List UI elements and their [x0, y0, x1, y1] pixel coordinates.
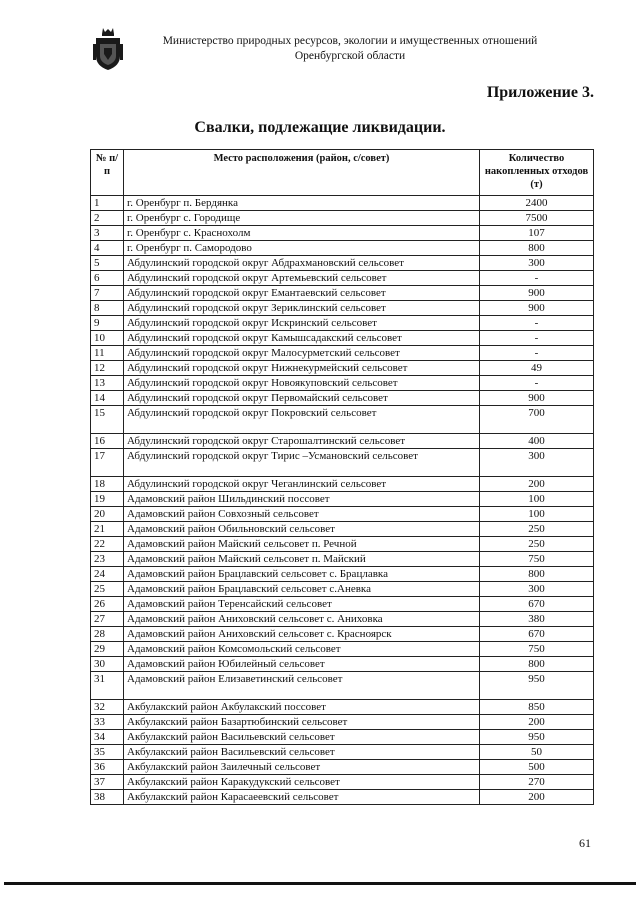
row-quantity: 750	[480, 642, 594, 657]
row-location: Акбулакский район Карасаеевский сельсовет	[124, 790, 480, 805]
row-location: Абдулинский городской округ Чеганлинский сельсовет	[124, 477, 480, 492]
row-number: 32	[91, 700, 124, 715]
row-quantity: -	[480, 331, 594, 346]
table-row	[91, 700, 594, 715]
row-number: 14	[91, 391, 124, 406]
row-quantity: 950	[480, 730, 594, 745]
row-quantity: 700	[480, 406, 594, 434]
row-location: Акбулакский район Базартюбинский сельсовет	[124, 715, 480, 730]
row-number: 9	[91, 316, 124, 331]
table-row	[91, 256, 594, 271]
row-location: Адамовский район Комсомольский сельсовет	[124, 642, 480, 657]
row-location: Адамовский район Аниховский сельсовет с. Красноярск	[124, 627, 480, 642]
row-location: Акбулакский район Васильевский сельсовет	[124, 745, 480, 760]
row-location: Абдулинский городской округ Артемьевский сельсовет	[124, 271, 480, 286]
row-location: г. Оренбург с. Городище	[124, 211, 480, 226]
column-header-location: Место расположения (район, с/совет)	[124, 150, 480, 196]
row-location: Абдулинский городской округ Абдрахмановский сельсовет	[124, 256, 480, 271]
table-row	[91, 211, 594, 226]
row-location: Акбулакский район Каракудукский сельсовет	[124, 775, 480, 790]
row-quantity: 100	[480, 492, 594, 507]
row-quantity: 100	[480, 507, 594, 522]
table-row	[91, 745, 594, 760]
row-location: Адамовский район Шильдинский поссовет	[124, 492, 480, 507]
row-quantity: -	[480, 376, 594, 391]
row-number: 34	[91, 730, 124, 745]
row-quantity: 250	[480, 522, 594, 537]
table-row	[91, 449, 594, 477]
table-row	[91, 612, 594, 627]
row-location: Абдулинский городской округ Емантаевский сельсовет	[124, 286, 480, 301]
row-quantity: 800	[480, 241, 594, 256]
row-number: 3	[91, 226, 124, 241]
bottom-rule	[4, 882, 636, 885]
table-row	[91, 775, 594, 790]
row-location: Абдулинский городской округ Малосурметский сельсовет	[124, 346, 480, 361]
row-quantity: 950	[480, 672, 594, 700]
row-quantity: 2400	[480, 196, 594, 211]
column-header-quantity: Количество накопленных отходов (т)	[480, 150, 594, 196]
row-number: 36	[91, 760, 124, 775]
document-title: Свалки, подлежащие ликвидации.	[194, 119, 446, 136]
row-location: Адамовский район Обильновский сельсовет	[124, 522, 480, 537]
row-location: Акбулакский район Акбулакский поссовет	[124, 700, 480, 715]
row-location: Адамовский район Аниховский сельсовет с. Аниховка	[124, 612, 480, 627]
row-location: г. Оренбург п. Самородово	[124, 241, 480, 256]
row-location: Абдулинский городской округ Искринский сельсовет	[124, 316, 480, 331]
table-row	[91, 406, 594, 434]
table-row	[91, 537, 594, 552]
row-location: Абдулинский городской округ Тирис –Усмановский сельсовет	[124, 449, 480, 477]
table-row	[91, 241, 594, 256]
row-quantity: 200	[480, 477, 594, 492]
row-number: 6	[91, 271, 124, 286]
row-number: 8	[91, 301, 124, 316]
table-row	[91, 552, 594, 567]
row-quantity: 380	[480, 612, 594, 627]
table-row	[91, 507, 594, 522]
table-row	[91, 226, 594, 241]
row-number: 5	[91, 256, 124, 271]
row-quantity: 800	[480, 657, 594, 672]
table-row	[91, 376, 594, 391]
page-number: 61	[579, 836, 591, 850]
row-quantity: 900	[480, 391, 594, 406]
row-quantity: 900	[480, 286, 594, 301]
row-quantity: 850	[480, 700, 594, 715]
row-quantity: -	[480, 346, 594, 361]
table-row	[91, 642, 594, 657]
row-location: Абдулинский городской округ Новоякуповский сельсовет	[124, 376, 480, 391]
table-row	[91, 331, 594, 346]
row-number: 17	[91, 449, 124, 477]
row-location: Адамовский район Брацлавский сельсовет с.Аневка	[124, 582, 480, 597]
row-quantity: 50	[480, 745, 594, 760]
row-number: 38	[91, 790, 124, 805]
row-quantity: 270	[480, 775, 594, 790]
table-row	[91, 730, 594, 745]
row-location: Абдулинский городской округ Покровский сельсовет	[124, 406, 480, 434]
table-row	[91, 672, 594, 700]
row-location: Адамовский район Брацлавский сельсовет с. Брацлавка	[124, 567, 480, 582]
table-row	[91, 346, 594, 361]
table-header-row	[91, 150, 594, 196]
table-row	[91, 567, 594, 582]
row-number: 13	[91, 376, 124, 391]
row-location: Акбулакский район Васильевский сельсовет	[124, 730, 480, 745]
coat-of-arms-icon	[93, 26, 123, 72]
row-quantity: 750	[480, 552, 594, 567]
row-location: Абдулинский городской округ Старошалтинский сельсовет	[124, 434, 480, 449]
table-row	[91, 286, 594, 301]
row-quantity: 300	[480, 256, 594, 271]
row-location: Адамовский район Майский сельсовет п. Речной	[124, 537, 480, 552]
row-number: 12	[91, 361, 124, 376]
row-number: 18	[91, 477, 124, 492]
row-quantity: 7500	[480, 211, 594, 226]
table-row	[91, 301, 594, 316]
row-quantity: -	[480, 271, 594, 286]
row-quantity: 500	[480, 760, 594, 775]
row-number: 30	[91, 657, 124, 672]
table-row	[91, 715, 594, 730]
row-number: 1	[91, 196, 124, 211]
table-row	[91, 492, 594, 507]
row-location: Адамовский район Теренсайский сельсовет	[124, 597, 480, 612]
row-location: Адамовский район Совхозный сельсовет	[124, 507, 480, 522]
table-row	[91, 391, 594, 406]
row-location: Адамовский район Юбилейный сельсовет	[124, 657, 480, 672]
table-row	[91, 760, 594, 775]
row-number: 20	[91, 507, 124, 522]
table-row	[91, 316, 594, 331]
row-number: 31	[91, 672, 124, 700]
row-number: 35	[91, 745, 124, 760]
row-number: 26	[91, 597, 124, 612]
row-quantity: 200	[480, 790, 594, 805]
row-quantity: 900	[480, 301, 594, 316]
column-header-number: № п/п	[91, 150, 124, 196]
row-location: Абдулинский городской округ Зериклинский сельсовет	[124, 301, 480, 316]
row-quantity: 300	[480, 449, 594, 477]
row-quantity: 300	[480, 582, 594, 597]
row-number: 29	[91, 642, 124, 657]
row-number: 25	[91, 582, 124, 597]
table-row	[91, 196, 594, 211]
table-row	[91, 582, 594, 597]
row-number: 23	[91, 552, 124, 567]
row-number: 10	[91, 331, 124, 346]
row-number: 33	[91, 715, 124, 730]
row-quantity: 800	[480, 567, 594, 582]
row-number: 4	[91, 241, 124, 256]
appendix-label: Приложение 3.	[486, 84, 594, 101]
row-location: Абдулинский городской округ Камышсадакский сельсовет	[124, 331, 480, 346]
row-quantity: 107	[480, 226, 594, 241]
row-number: 19	[91, 492, 124, 507]
row-location: Адамовский район Майский сельсовет п. Майский	[124, 552, 480, 567]
row-quantity: -	[480, 316, 594, 331]
row-number: 15	[91, 406, 124, 434]
row-location: Акбулакский район Заилечный сельсовет	[124, 760, 480, 775]
row-number: 24	[91, 567, 124, 582]
row-number: 28	[91, 627, 124, 642]
row-number: 37	[91, 775, 124, 790]
row-location: г. Оренбург п. Бердянка	[124, 196, 480, 211]
table-row	[91, 271, 594, 286]
row-number: 16	[91, 434, 124, 449]
row-number: 22	[91, 537, 124, 552]
ministry-header	[130, 34, 570, 64]
table-row	[91, 522, 594, 537]
table-row	[91, 790, 594, 805]
table-row	[91, 477, 594, 492]
row-number: 2	[91, 211, 124, 226]
row-quantity: 49	[480, 361, 594, 376]
ministry-name-line2: Оренбургской области	[294, 50, 406, 62]
row-number: 27	[91, 612, 124, 627]
table-row	[91, 597, 594, 612]
table-row	[91, 361, 594, 376]
ministry-name-line1: Министерство природных ресурсов, экологии и имущественных отношений	[162, 35, 538, 47]
table-row	[91, 627, 594, 642]
row-quantity: 400	[480, 434, 594, 449]
row-number: 11	[91, 346, 124, 361]
row-location: Абдулинский городской округ Первомайский сельсовет	[124, 391, 480, 406]
row-location: Абдулинский городской округ Нижнекурмейский сельсовет	[124, 361, 480, 376]
row-number: 7	[91, 286, 124, 301]
row-location: Адамовский район Елизаветинский сельсовет	[124, 672, 480, 700]
row-quantity: 200	[480, 715, 594, 730]
table-row	[91, 657, 594, 672]
dumps-table	[90, 149, 594, 805]
row-quantity: 670	[480, 627, 594, 642]
row-quantity: 250	[480, 537, 594, 552]
row-location: г. Оренбург с. Краснохолм	[124, 226, 480, 241]
table-row	[91, 434, 594, 449]
row-quantity: 670	[480, 597, 594, 612]
row-number: 21	[91, 522, 124, 537]
